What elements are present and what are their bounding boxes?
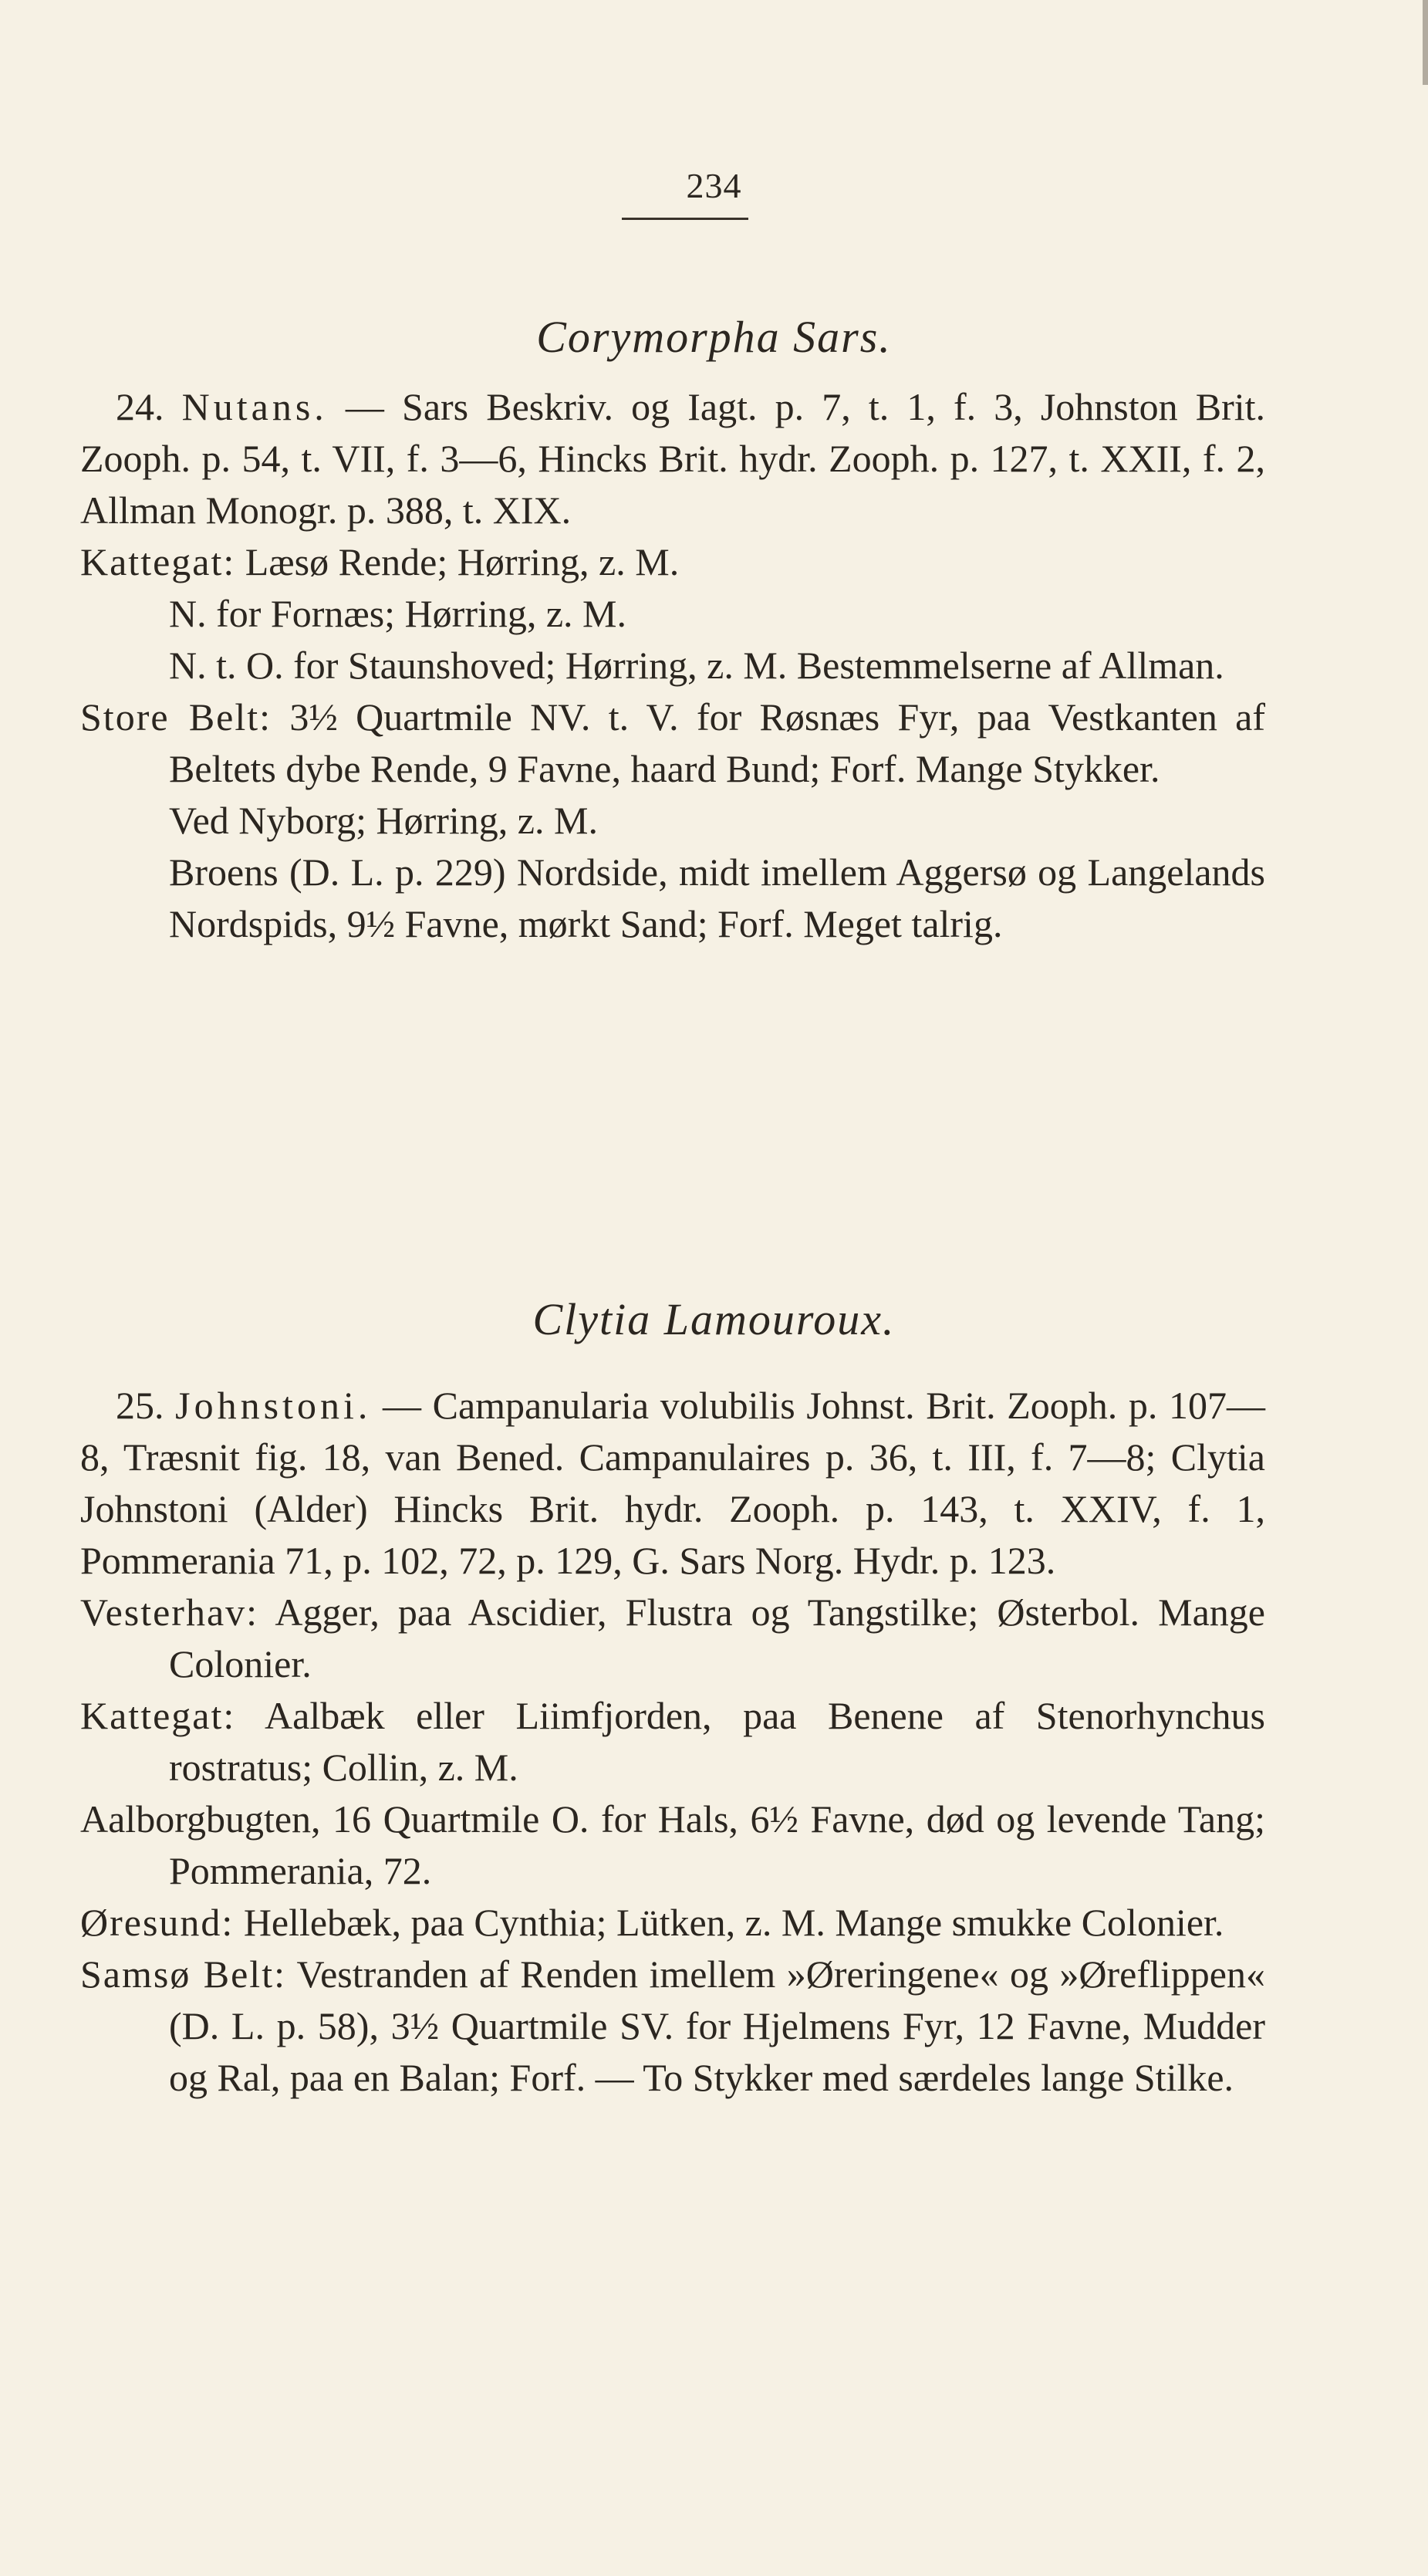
entry-24 — [80, 381, 1265, 950]
locality-text: Agger, paa Ascidier, Flustra og Tangstilke; Østerbol. Mange Colonier. — [169, 1591, 1265, 1685]
locality-kattegat — [80, 536, 1265, 588]
locality-text: 3½ Quartmile NV. t. V. for Røsnæs Fyr, paa Vestkanten af Beltets dybe Rende, 9 Favne, haard Bund; Forf. Mange Stykker. — [169, 695, 1266, 790]
locality-sub: Broens (D. L. p. 229) Nordside, midt imellem Aggersø og Langelands Nordspids, 9½ Favne, mørkt Sand; Forf. Meget talrig. — [169, 850, 1265, 945]
locality-sub: N. for Fornæs; Hørring, z. M. — [169, 592, 627, 635]
locality-label: Kattegat: — [80, 1694, 236, 1737]
species-name: Johnstoni. — [175, 1384, 372, 1427]
locality-label: Kattegat: — [80, 540, 236, 583]
locality-text: Aalbæk eller Liimfjorden, paa Benene af Stenorhynchus rostratus; Collin, z. M. — [169, 1694, 1266, 1789]
locality-sub: Ved Nyborg; Hørring, z. M. — [169, 799, 598, 842]
genus-heading-clytia: Clytia Lamouroux. — [532, 1294, 896, 1344]
locality-text: Læsø Rende; Hørring, z. M. — [245, 540, 680, 583]
locality-samso-belt — [80, 1949, 1265, 2104]
locality-store-belt — [80, 691, 1265, 795]
locality-aalborgbugten: Aalborgbugten, 16 Quartmile O. for Hals, 6½ Favne, død og levende Tang; Pommerania, 72. — [80, 1797, 1265, 1892]
genus-heading-corymorpha: Corymorpha Sars. — [536, 312, 892, 362]
page-number-rule — [622, 218, 748, 220]
entry-number: 25. — [116, 1384, 164, 1427]
locality-text: Vestranden af Renden imellem »Øreringene« og »Øreflippen« (D. L. p. 58), 3½ Quartmile SV. for Hjelmens Fyr, 12 Favne, Mudder og Ral, paa en Balan; Forf. — To Stykker med særdeles lange Stilke. — [169, 1952, 1265, 2099]
entry-24-citation — [80, 381, 1265, 536]
locality-text: Hellebæk, paa Cynthia; Lütken, z. M. Mange smukke Colonier. — [243, 1901, 1224, 1944]
species-name: Nutans. — [181, 385, 328, 428]
locality-label: Samsø Belt: — [80, 1952, 286, 1996]
references: — Campanularia volubilis Johnst. Brit. Zooph. p. 107—8, Træsnit fig. 18, van Bened. Campanulaires p. 36, t. III, f. 7—8; Clytia Johnstoni (Alder) Hincks Brit. hydr. Zooph. p. 143, t. XXIV, f. 1, Pommerania 71, p. 102, 72, p. 129, G. Sars Norg. Hydr. p. 123. — [80, 1384, 1266, 1582]
entry-25 — [80, 1380, 1265, 2104]
locality-label: Store Belt: — [80, 695, 272, 739]
locality-vesterhav — [80, 1587, 1265, 1690]
entry-number: 24. — [116, 385, 164, 428]
references: — Sars Beskriv. og Iagt. p. 7, t. 1, f. 3, Johnston Brit. Zooph. p. 54, t. VII, f. 3—6, Hincks Brit. hydr. Zooph. p. 127, t. XXII, f. 2, Allman Monogr. p. 388, t. XIX. — [80, 385, 1266, 532]
page-edge-shadow — [1423, 0, 1428, 85]
page-number: 234 — [686, 166, 742, 205]
locality-kattegat — [80, 1690, 1265, 1793]
locality-sub: N. t. O. for Staunshoved; Hørring, z. M. Bestemmelserne af Allman. — [169, 644, 1224, 687]
locality-oresund — [80, 1897, 1265, 1949]
locality-label: Vesterhav: — [80, 1591, 259, 1634]
entry-25-citation — [80, 1380, 1265, 1587]
locality-label: Øresund: — [80, 1901, 235, 1944]
